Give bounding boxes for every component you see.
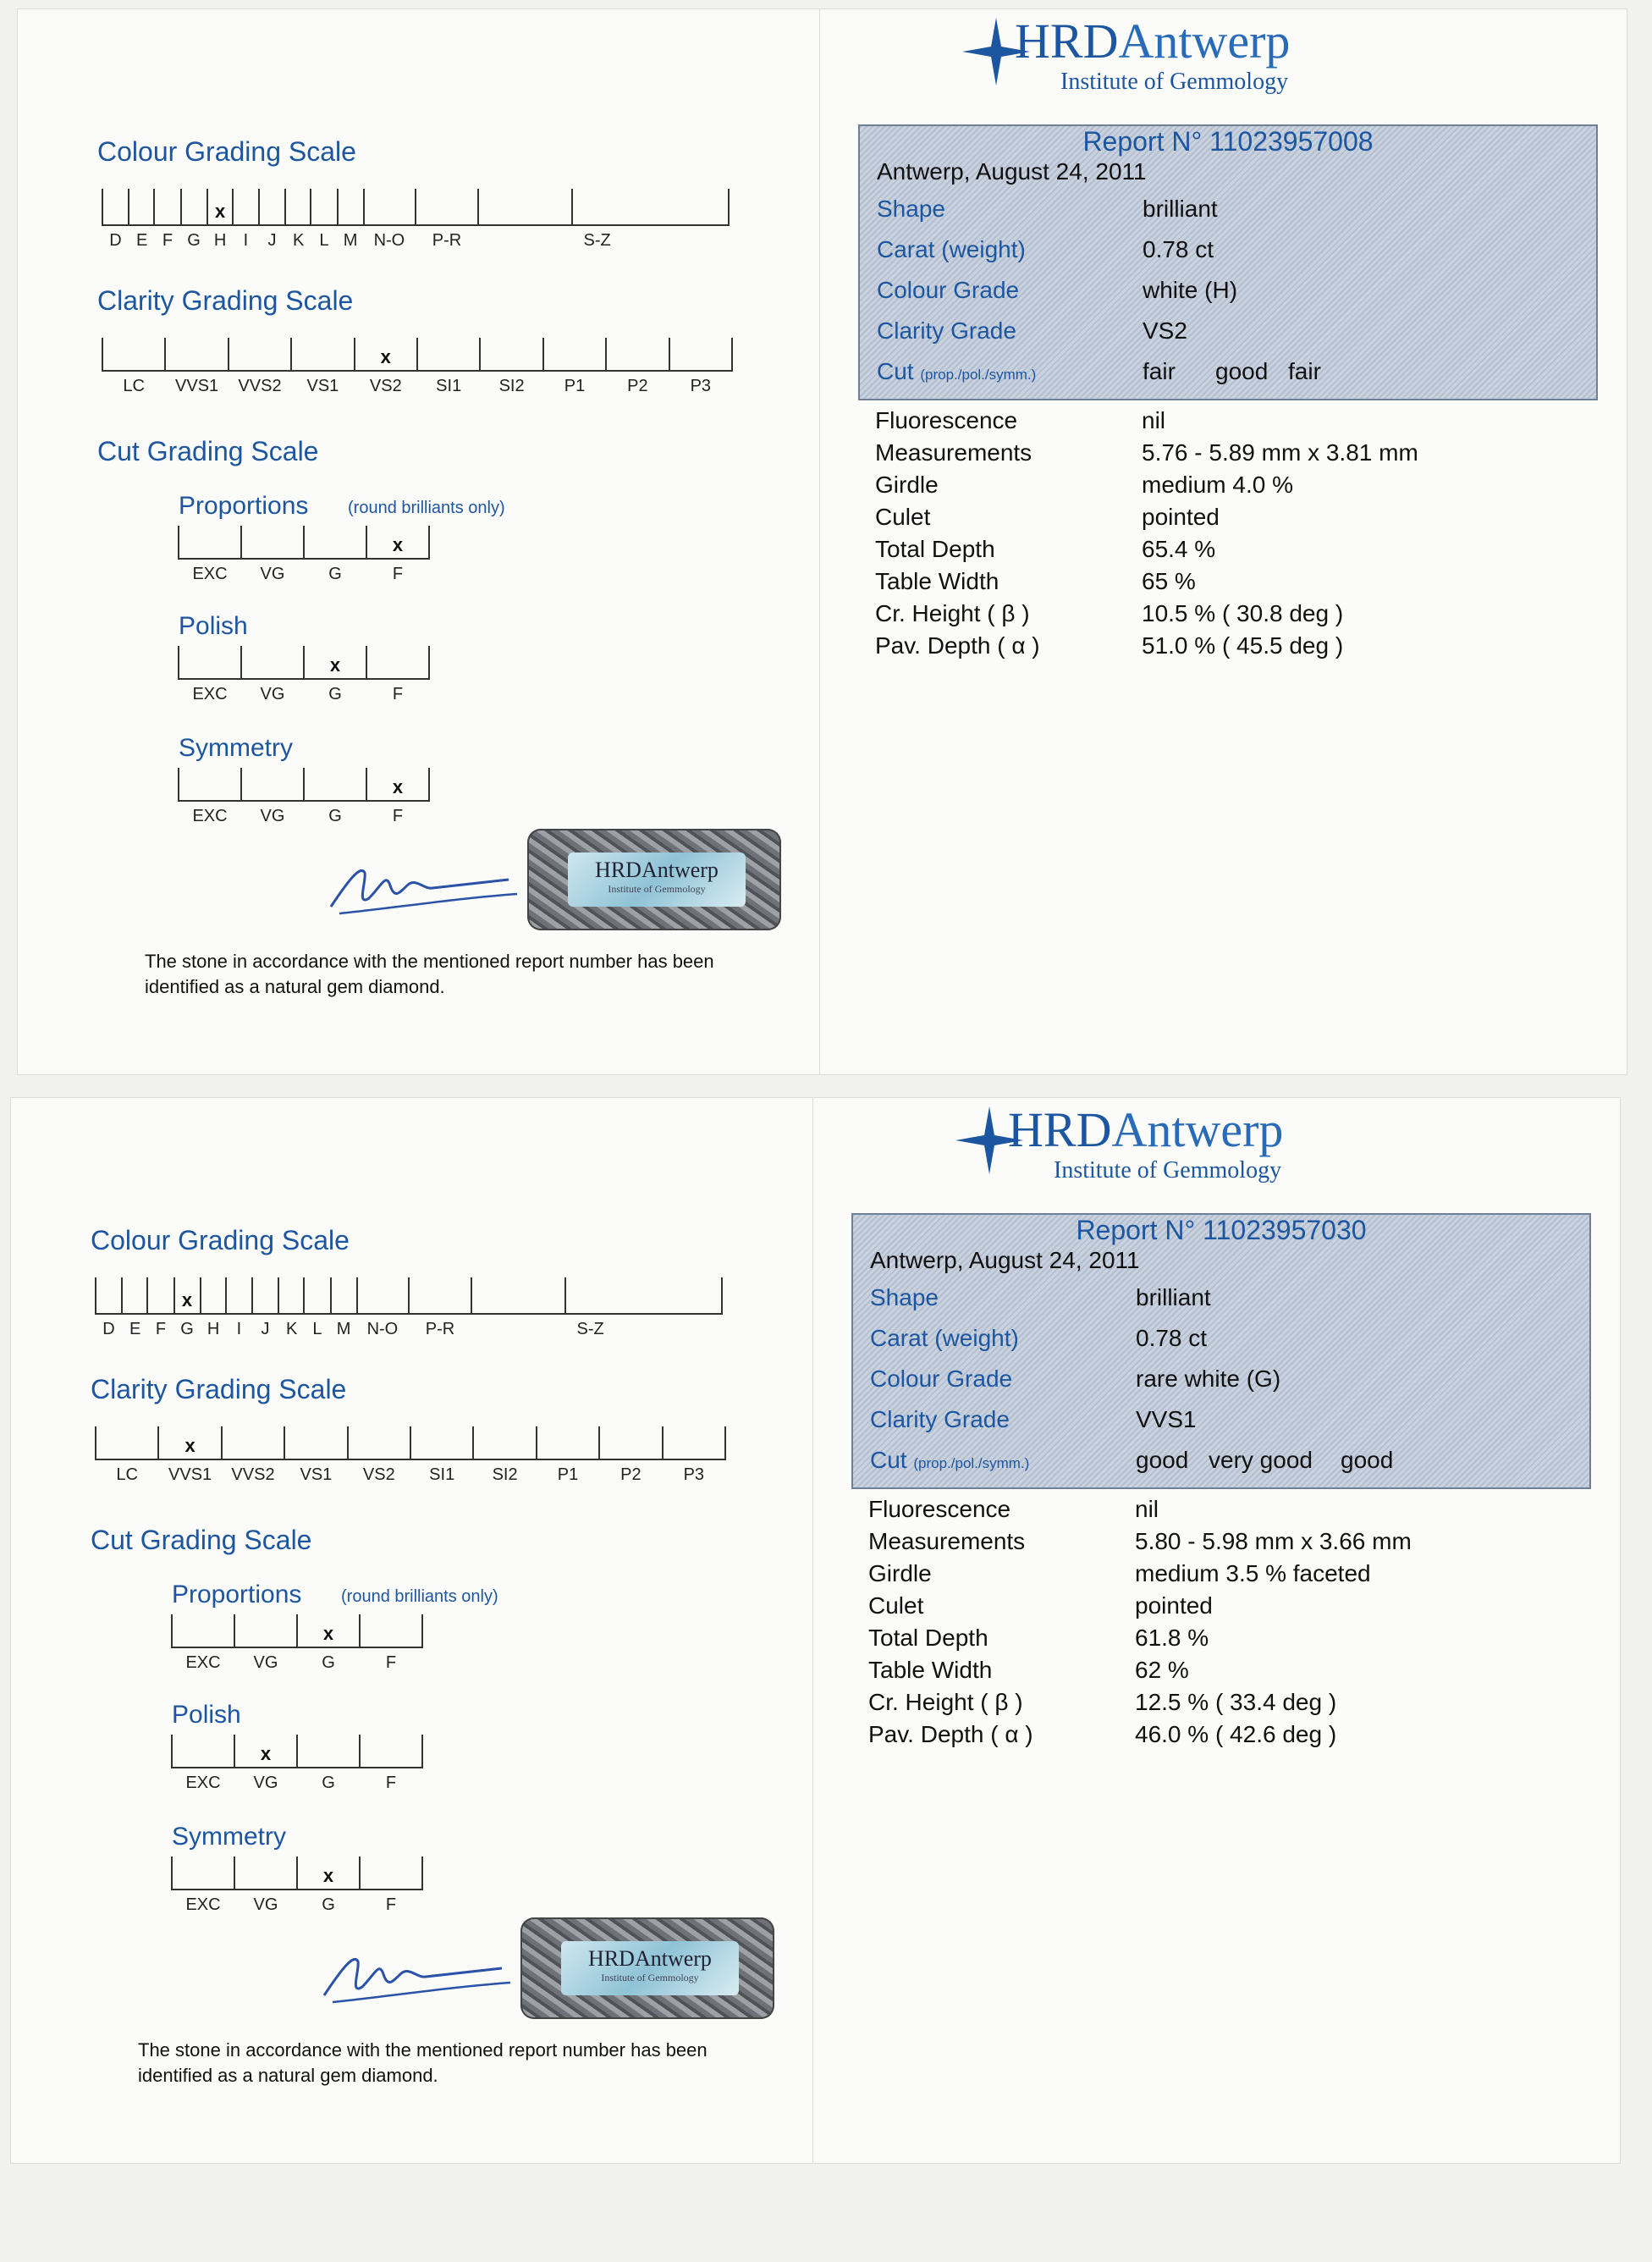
- label-colour-grade: Colour Grade: [877, 277, 1020, 303]
- logo-wordmark: [1008, 1101, 1283, 1158]
- label-cut-note: (prop./pol./symm.): [920, 367, 1037, 383]
- colour-scale-label: H: [206, 1320, 220, 1338]
- proportions-note: (round brilliants only): [341, 1587, 498, 1606]
- signature: [307, 1936, 519, 2012]
- colour-scale-tick: [415, 189, 416, 226]
- polish-scale: [172, 1735, 422, 1792]
- clarity-scale-label: VVS2: [231, 1465, 275, 1484]
- proportions-scale-tick: [240, 526, 242, 560]
- clarity-scale-label: SI2: [498, 377, 525, 395]
- value-cut-symmetry: fair: [1288, 358, 1321, 384]
- report-date: Antwerp, August 24, 2011: [877, 158, 1147, 185]
- label-shape: Shape: [870, 1284, 939, 1310]
- clarity-scale-tick: [95, 1426, 96, 1460]
- value-carat: 0.78 ct: [1143, 236, 1214, 262]
- value-cr-height: 10.5 % ( 30.8 deg ): [1142, 600, 1344, 626]
- logo-antwerp: Antwerp: [1118, 14, 1291, 69]
- colour-scale-tick: [571, 189, 573, 226]
- colour-scale-label: J: [267, 231, 277, 250]
- colour-scale-label: P-R: [425, 1320, 455, 1338]
- label-measurements: Measurements: [868, 1528, 1026, 1554]
- clarity-scale-tick: [164, 338, 166, 372]
- symmetry-scale-tick: [421, 1856, 423, 1890]
- value-measurements: 5.80 - 5.98 mm x 3.66 mm: [1135, 1528, 1412, 1554]
- proportions-scale-tick: [366, 526, 367, 560]
- clarity-scale-tick: [472, 1426, 474, 1460]
- hrd-logo: [1008, 1101, 1284, 1183]
- clarity-scale-label: P1: [564, 377, 586, 395]
- proportions-scale-label: G: [322, 1653, 335, 1672]
- colour-scale-tick: [284, 189, 286, 226]
- colour-scale-tick: [728, 189, 730, 226]
- clarity-scale-label: P3: [683, 1465, 705, 1484]
- colour-scale-title: Colour Grading Scale: [91, 1225, 350, 1255]
- report-page: [812, 1097, 1621, 2164]
- colour-scale-tick: [310, 189, 311, 226]
- hologram-brand-part1: HRD: [588, 1946, 635, 1971]
- colour-scale-mark: x: [181, 1289, 193, 1310]
- value-pav-depth: 51.0 % ( 45.5 deg ): [1142, 632, 1344, 659]
- symmetry-scale-label: EXC: [185, 1895, 221, 1914]
- label-total-depth: Total Depth: [875, 536, 995, 562]
- colour-scale-tick: [363, 189, 365, 226]
- polish-scale-mark: x: [329, 654, 341, 676]
- hologram-institute: Institute of Gemmology: [601, 1972, 699, 1983]
- symmetry-title: Symmetry: [179, 734, 293, 762]
- clarity-scale-label: SI1: [436, 377, 462, 395]
- symmetry-scale-label: F: [385, 1895, 397, 1914]
- value-culet: pointed: [1142, 504, 1220, 530]
- colour-scale-tick: [477, 189, 479, 226]
- colour-scale-label: G: [187, 231, 201, 250]
- label-cut: [877, 358, 1036, 385]
- clarity-scale-label: VVS1: [168, 1465, 212, 1484]
- polish-scale-label: VG: [260, 685, 285, 703]
- polish-scale-tick: [171, 1735, 173, 1768]
- symmetry-scale-label: EXC: [192, 807, 228, 825]
- star-icon: [962, 18, 1030, 90]
- polish-scale-tick: [303, 646, 305, 680]
- clarity-scale-tick: [542, 338, 544, 372]
- hologram-brand-part1: HRD: [595, 858, 642, 882]
- colour-scale-label: M: [336, 1320, 351, 1338]
- colour-scale-label: E: [129, 1320, 141, 1338]
- report-summary-box: [858, 124, 1598, 400]
- proportions-title: Proportions: [172, 1581, 302, 1608]
- value-total-depth: 65.4 %: [1142, 536, 1216, 562]
- symmetry-scale-tick: [234, 1856, 235, 1890]
- symmetry-scale-tick: [171, 1856, 173, 1890]
- value-girdle: medium 4.0 %: [1142, 472, 1293, 498]
- proportions-scale-mark: x: [392, 534, 404, 555]
- colour-scale-title: Colour Grading Scale: [97, 136, 356, 167]
- proportions-title: Proportions: [179, 492, 309, 520]
- star-icon: [955, 1106, 1023, 1178]
- polish-scale-tick: [428, 646, 430, 680]
- colour-scale-tick: [206, 189, 208, 226]
- value-cut-polish: very good: [1209, 1447, 1313, 1473]
- colour-scale-label: N-O: [366, 1320, 399, 1338]
- clarity-scale-label: VS1: [300, 1465, 333, 1484]
- symmetry-scale-tick: [240, 768, 242, 802]
- value-cut-proportions: fair: [1143, 358, 1176, 384]
- clarity-scale-tick: [290, 338, 292, 372]
- symmetry-title: Symmetry: [172, 1823, 286, 1851]
- value-clarity-grade: VS2: [1143, 317, 1187, 344]
- hrd-logo: [1015, 13, 1291, 95]
- colour-scale-label: S-Z: [576, 1320, 604, 1338]
- clarity-scale-tick: [669, 338, 670, 372]
- colour-scale-label: L: [319, 231, 329, 250]
- clarity-scale-tick: [416, 338, 418, 372]
- clarity-scale-label: P2: [620, 1465, 642, 1484]
- label-cut-note: (prop./pol./symm.): [913, 1455, 1030, 1471]
- polish-scale-tick: [359, 1735, 361, 1768]
- label-shape: Shape: [877, 196, 945, 222]
- logo-institute: Institute of Gemmology: [1054, 1157, 1282, 1183]
- polish-scale-label: VG: [253, 1774, 278, 1792]
- polish-scale-tick: [234, 1735, 235, 1768]
- proportions-scale-label: VG: [260, 565, 285, 583]
- label-girdle: Girdle: [868, 1560, 932, 1586]
- identification-statement: The stone in accordance with the mentioned report number has been identified as a natural gem diamond.: [138, 2039, 708, 2086]
- colour-scale: [96, 1277, 722, 1338]
- label-cr-height: Cr. Height ( β ): [868, 1689, 1023, 1715]
- clarity-scale-label: P3: [690, 377, 712, 395]
- colour-scale: [102, 189, 729, 250]
- colour-scale-tick: [225, 1277, 227, 1315]
- label-total-depth: Total Depth: [868, 1625, 988, 1651]
- clarity-scale-label: VVS2: [238, 377, 282, 395]
- clarity-scale-label: LC: [123, 377, 145, 395]
- colour-scale-label: D: [102, 1320, 115, 1338]
- proportions-scale-label: F: [385, 1653, 397, 1672]
- report-number: Report N° 11023957008: [1082, 126, 1374, 157]
- colour-scale-label: I: [236, 1320, 242, 1338]
- colour-scale-tick: [153, 189, 155, 226]
- colour-scale-label: F: [155, 1320, 167, 1338]
- symmetry-scale-label: G: [328, 807, 342, 825]
- polish-scale-label: G: [322, 1774, 335, 1792]
- hologram-institute: Institute of Gemmology: [608, 883, 706, 895]
- label-carat: Carat (weight): [870, 1325, 1019, 1351]
- proportions-scale-tick: [234, 1614, 235, 1648]
- hologram-seal: [527, 829, 781, 930]
- logo-wordmark: [1015, 13, 1290, 69]
- clarity-scale-label: SI1: [429, 1465, 455, 1484]
- colour-scale-tick: [564, 1277, 566, 1315]
- value-total-depth: 61.8 %: [1135, 1625, 1209, 1651]
- logo-hrd: HRD: [1008, 1102, 1112, 1157]
- report-number: Report N° 11023957030: [1076, 1215, 1367, 1245]
- clarity-scale-tick: [536, 1426, 537, 1460]
- colour-scale-tick: [471, 1277, 472, 1315]
- proportions-scale-tick: [171, 1614, 173, 1648]
- label-fluorescence: Fluorescence: [868, 1496, 1011, 1522]
- proportions-scale-label: G: [328, 565, 342, 583]
- colour-scale-tick: [278, 1277, 279, 1315]
- symmetry-scale: [179, 768, 429, 825]
- colour-scale-tick: [330, 1277, 332, 1315]
- proportions-scale-tick: [178, 526, 179, 560]
- symmetry-scale-tick: [428, 768, 430, 802]
- label-cut-text: Cut: [877, 358, 914, 384]
- colour-scale-tick: [180, 189, 182, 226]
- value-girdle: medium 3.5 % faceted: [1135, 1560, 1371, 1586]
- clarity-scale-label: VS2: [362, 1465, 395, 1484]
- colour-scale-label: M: [343, 231, 358, 250]
- proportions-scale-mark: x: [322, 1623, 334, 1644]
- polish-scale: [179, 646, 429, 703]
- colour-scale-tick: [102, 189, 103, 226]
- clarity-scale-label: P1: [557, 1465, 579, 1484]
- grading-scales-page: [10, 1097, 814, 2164]
- colour-scale-label: N-O: [373, 231, 405, 250]
- value-fluorescence: nil: [1142, 407, 1166, 433]
- colour-scale-tick: [356, 1277, 358, 1315]
- clarity-scale-tick: [731, 338, 733, 372]
- label-fluorescence: Fluorescence: [875, 407, 1018, 433]
- symmetry-scale-tick: [303, 768, 305, 802]
- colour-scale-tick: [128, 189, 129, 226]
- value-cut-proportions: good: [1136, 1447, 1189, 1473]
- value-colour-grade: rare white (G): [1136, 1365, 1281, 1392]
- signature: [314, 847, 526, 924]
- polish-scale-mark: x: [260, 1743, 272, 1764]
- colour-scale-tick: [173, 1277, 175, 1315]
- symmetry-scale-label: F: [392, 807, 404, 825]
- polish-scale-tick: [178, 646, 179, 680]
- colour-scale-label: P-R: [432, 231, 462, 250]
- colour-scale-tick: [200, 1277, 201, 1315]
- colour-scale-label: F: [162, 231, 173, 250]
- value-table-width: 62 %: [1135, 1657, 1189, 1683]
- colour-scale-label: D: [109, 231, 122, 250]
- clarity-scale-label: LC: [116, 1465, 138, 1484]
- proportions-scale-tick: [428, 526, 430, 560]
- hologram-logo: [568, 852, 746, 907]
- clarity-scale-tick: [605, 338, 607, 372]
- clarity-scale-title: Clarity Grading Scale: [91, 1374, 347, 1404]
- colour-scale-label: E: [135, 231, 148, 250]
- label-culet: Culet: [875, 504, 931, 530]
- symmetry-scale-label: VG: [253, 1895, 278, 1914]
- label-girdle: Girdle: [875, 472, 939, 498]
- proportions-note: (round brilliants only): [348, 499, 505, 517]
- polish-scale-label: F: [392, 685, 404, 703]
- label-table-width: Table Width: [875, 568, 999, 594]
- value-fluorescence: nil: [1135, 1496, 1159, 1522]
- colour-scale-label: K: [292, 231, 305, 250]
- polish-scale-tick: [421, 1735, 423, 1768]
- value-colour-grade: white (H): [1143, 277, 1238, 303]
- polish-scale-label: EXC: [192, 685, 228, 703]
- report-page: [819, 8, 1627, 1075]
- proportions-scale-tick: [359, 1614, 361, 1648]
- proportions-scale: [179, 526, 429, 583]
- colour-scale-label: J: [261, 1320, 270, 1338]
- clarity-scale-mark: x: [184, 1435, 195, 1456]
- clarity-scale-label: P2: [627, 377, 648, 395]
- value-carat: 0.78 ct: [1136, 1325, 1208, 1351]
- label-measurements: Measurements: [875, 439, 1032, 466]
- label-cut-text: Cut: [870, 1447, 907, 1473]
- polish-title: Polish: [172, 1701, 241, 1729]
- symmetry-scale-tick: [296, 1856, 298, 1890]
- hologram-logo: [561, 1941, 739, 1995]
- hologram-seal: [520, 1917, 774, 2019]
- polish-scale-label: G: [328, 685, 342, 703]
- label-carat: Carat (weight): [877, 236, 1026, 262]
- label-cut: [870, 1447, 1029, 1474]
- clarity-scale-label: VVS1: [175, 377, 219, 395]
- label-clarity-grade: Clarity Grade: [870, 1406, 1010, 1432]
- report-summary-box: [851, 1213, 1591, 1489]
- value-cut-symmetry: good: [1341, 1447, 1394, 1473]
- cut-scale-title: Cut Grading Scale: [91, 1525, 312, 1555]
- clarity-scale-mark: x: [380, 346, 391, 367]
- clarity-scale: [96, 1426, 725, 1484]
- clarity-scale-tick: [662, 1426, 664, 1460]
- clarity-scale-tick: [102, 338, 103, 372]
- value-clarity-grade: VVS1: [1136, 1406, 1197, 1432]
- value-table-width: 65 %: [1142, 568, 1196, 594]
- colour-scale-mark: x: [214, 201, 226, 222]
- clarity-scale-tick: [284, 1426, 285, 1460]
- symmetry-scale: [172, 1856, 422, 1914]
- hologram-brand-part2: Antwerp: [634, 1946, 712, 1971]
- colour-scale-tick: [146, 1277, 148, 1315]
- clarity-scale-label: VS1: [306, 377, 339, 395]
- proportions-scale-label: F: [392, 565, 404, 583]
- symmetry-scale-tick: [359, 1856, 361, 1890]
- polish-scale-label: EXC: [185, 1774, 221, 1792]
- proportions-scale: [172, 1614, 422, 1672]
- colour-scale-tick: [303, 1277, 305, 1315]
- clarity-scale-tick: [347, 1426, 349, 1460]
- polish-title: Polish: [179, 612, 248, 640]
- proportions-scale-tick: [296, 1614, 298, 1648]
- cut-scale-title: Cut Grading Scale: [97, 436, 319, 466]
- label-cr-height: Cr. Height ( β ): [875, 600, 1030, 626]
- colour-scale-tick: [408, 1277, 410, 1315]
- hologram-brand: [561, 1946, 739, 1972]
- polish-scale-tick: [296, 1735, 298, 1768]
- value-cr-height: 12.5 % ( 33.4 deg ): [1135, 1689, 1337, 1715]
- symmetry-scale-tick: [178, 768, 179, 802]
- logo-hrd: HRD: [1015, 14, 1119, 69]
- proportions-scale-label: EXC: [192, 565, 228, 583]
- grading-scales-page: [17, 8, 821, 1075]
- colour-scale-label: I: [243, 231, 249, 250]
- label-table-width: Table Width: [868, 1657, 993, 1683]
- proportions-scale-tick: [421, 1614, 423, 1648]
- clarity-scale-tick: [724, 1426, 726, 1460]
- hologram-brand-part2: Antwerp: [641, 858, 719, 882]
- polish-scale-tick: [240, 646, 242, 680]
- symmetry-scale-mark: x: [392, 776, 404, 797]
- logo-antwerp: Antwerp: [1111, 1102, 1284, 1157]
- colour-scale-tick: [258, 189, 260, 226]
- colour-scale-label: L: [312, 1320, 322, 1338]
- colour-scale-tick: [251, 1277, 253, 1315]
- value-measurements: 5.76 - 5.89 mm x 3.81 mm: [1142, 439, 1418, 466]
- value-culet: pointed: [1135, 1592, 1213, 1619]
- report-date: Antwerp, August 24, 2011: [870, 1247, 1140, 1273]
- colour-scale-tick: [95, 1277, 96, 1315]
- polish-scale-tick: [366, 646, 367, 680]
- clarity-scale-title: Clarity Grading Scale: [97, 285, 354, 316]
- colour-scale-label: G: [180, 1320, 194, 1338]
- value-pav-depth: 46.0 % ( 42.6 deg ): [1135, 1721, 1337, 1747]
- clarity-scale-tick: [479, 338, 481, 372]
- symmetry-scale-tick: [366, 768, 367, 802]
- hologram-brand: [568, 858, 746, 883]
- colour-scale-tick: [121, 1277, 123, 1315]
- symmetry-scale-mark: x: [322, 1865, 334, 1886]
- clarity-scale-tick: [354, 338, 355, 372]
- proportions-scale-label: VG: [253, 1653, 278, 1672]
- value-shape: brilliant: [1136, 1284, 1211, 1310]
- clarity-scale-tick: [228, 338, 229, 372]
- identification-statement: The stone in accordance with the mentioned report number has been identified as a natural gem diamond.: [145, 951, 714, 997]
- colour-scale-label: S-Z: [583, 231, 611, 250]
- label-clarity-grade: Clarity Grade: [877, 317, 1016, 344]
- value-cut-polish: good: [1215, 358, 1269, 384]
- label-culet: Culet: [868, 1592, 924, 1619]
- clarity-scale-tick: [410, 1426, 411, 1460]
- proportions-scale-label: EXC: [185, 1653, 221, 1672]
- label-colour-grade: Colour Grade: [870, 1365, 1013, 1392]
- colour-scale-label: K: [285, 1320, 298, 1338]
- colour-scale-tick: [232, 189, 234, 226]
- polish-scale-label: F: [385, 1774, 397, 1792]
- clarity-scale-tick: [598, 1426, 600, 1460]
- colour-scale-label: H: [213, 231, 227, 250]
- clarity-scale-label: VS2: [369, 377, 402, 395]
- label-pav-depth: Pav. Depth ( α ): [868, 1721, 1033, 1747]
- value-shape: brilliant: [1143, 196, 1218, 222]
- colour-scale-tick: [337, 189, 339, 226]
- logo-institute: Institute of Gemmology: [1060, 69, 1289, 95]
- clarity-scale-label: SI2: [492, 1465, 518, 1484]
- clarity-scale: [102, 338, 732, 395]
- symmetry-scale-label: VG: [260, 807, 285, 825]
- clarity-scale-tick: [157, 1426, 159, 1460]
- clarity-scale-tick: [221, 1426, 223, 1460]
- symmetry-scale-label: G: [322, 1895, 335, 1914]
- proportions-scale-tick: [303, 526, 305, 560]
- colour-scale-tick: [721, 1277, 723, 1315]
- label-pav-depth: Pav. Depth ( α ): [875, 632, 1040, 659]
